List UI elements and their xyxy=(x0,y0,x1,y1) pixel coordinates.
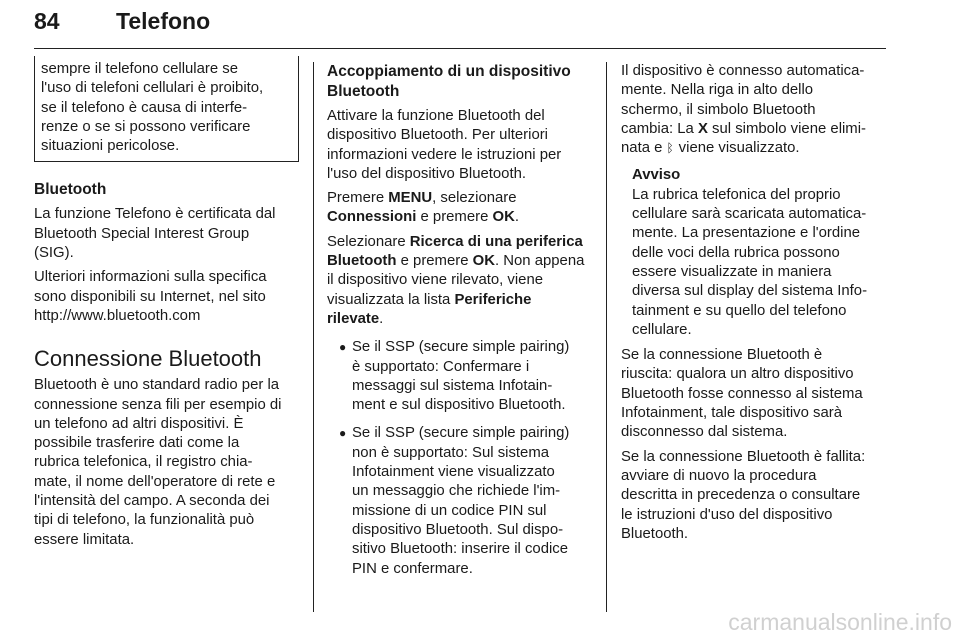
text-line: Se la connessione Bluetooth è xyxy=(621,347,823,364)
text-line: un telefono ad altri dispositivi. È xyxy=(34,415,244,432)
column-divider xyxy=(606,62,607,612)
text-line: Ulteriori informazioni sulla specifica xyxy=(34,269,267,286)
text-line: tainment e su quello del telefono xyxy=(632,302,847,319)
connections-term: Connessioni xyxy=(327,209,417,226)
text-line: avviare di nuovo la procedura xyxy=(621,467,817,484)
column-divider xyxy=(313,62,314,612)
text-line: Infotainment, tale dispositivo sarà xyxy=(621,405,842,422)
search-instruction-paragraph xyxy=(327,233,594,329)
text-line xyxy=(327,233,594,252)
text-line: dispositivo Bluetooth. Sul dispo- xyxy=(352,521,564,538)
text-run: e premere xyxy=(396,253,473,270)
note-block xyxy=(621,166,889,340)
connection-paragraph xyxy=(34,376,299,550)
pairing-intro-paragraph xyxy=(327,107,594,184)
bullet-icon: ● xyxy=(339,426,347,441)
x-term: X xyxy=(697,120,708,137)
warning-line: l'uso di telefoni cellulari è proibito, xyxy=(41,80,264,97)
success-paragraph xyxy=(621,346,889,442)
text-line: Il dispositivo è connesso automatica- xyxy=(621,63,865,79)
text-line xyxy=(327,189,594,208)
text-line: Bluetooth fosse connesso al sistema xyxy=(621,385,863,402)
text-run: . Non appena xyxy=(494,253,585,270)
chapter-title: Telefono xyxy=(116,8,211,34)
auto-connect-paragraph xyxy=(621,62,889,158)
text-run: visualizzata la lista xyxy=(327,291,455,308)
text-line: Infotainment viene visualizzato xyxy=(352,464,555,481)
text-line: cellulare sarà scaricata automatica- xyxy=(632,206,867,223)
text-line: Se il SSP (secure simple pairing) xyxy=(352,425,570,442)
text-line: sono disponibili su Internet, nel sito xyxy=(34,288,266,305)
text-line: ment e sul dispositivo Bluetooth. xyxy=(352,397,566,414)
text-line: Se la connessione Bluetooth è fallita: xyxy=(621,448,866,465)
warning-line: sempre il telefono cellulare se xyxy=(41,61,238,77)
section-heading: Connessione Bluetooth xyxy=(34,346,262,372)
search-term: Bluetooth xyxy=(327,253,397,270)
ok-term: OK xyxy=(472,253,495,270)
text-line: (SIG). xyxy=(34,245,74,262)
text-line xyxy=(327,252,594,271)
text-line xyxy=(327,208,594,227)
text-line: delle voci della rubrica possono xyxy=(632,244,840,261)
text-line: tipi di telefono, la funzionalità può xyxy=(34,512,255,529)
devices-term: rilevate xyxy=(327,310,380,327)
text-line: un messaggio che richiede l'im- xyxy=(352,483,561,500)
text-line: possibile trasferire dati come la xyxy=(34,435,240,452)
text-line: il dispositivo viene rilevato, viene xyxy=(327,272,544,289)
text-line: Bluetooth. xyxy=(621,525,689,542)
bullet-icon: ● xyxy=(339,340,347,355)
bluetooth-url: http://www.bluetooth.com xyxy=(34,307,201,324)
text-line: La rubrica telefonica del proprio xyxy=(632,186,841,203)
column-2 xyxy=(327,62,594,579)
text-line: mente. La presentazione e l'ordine xyxy=(632,225,861,242)
text-line: connessione senza fili per esempio di xyxy=(34,396,282,413)
warning-box xyxy=(34,56,299,162)
text-line: Bluetooth Special Interest Group xyxy=(34,225,250,242)
text-line: diversa sul display del sistema Info- xyxy=(632,283,868,300)
watermark: carmanualsonline.info xyxy=(728,609,952,635)
warning-line: situazioni pericolose. xyxy=(41,138,180,155)
text-line: le istruzioni d'uso del dispositivo xyxy=(621,506,833,523)
failure-paragraph xyxy=(621,448,889,544)
text-run: . xyxy=(379,310,384,327)
text-line: schermo, il simbolo Bluetooth xyxy=(621,101,816,118)
text-line: dispositivo Bluetooth. Per ulteriori xyxy=(327,127,548,144)
text-line: descritta in precedenza o consultare xyxy=(621,487,861,504)
text-line: essere visualizzate in maniera xyxy=(632,263,832,280)
text-run: Selezionare xyxy=(327,233,410,250)
page-header xyxy=(34,8,886,48)
text-line: non è supportato: Sul sistema xyxy=(352,444,550,461)
text-run: viene visualizzato. xyxy=(674,140,800,157)
header-rule xyxy=(34,48,886,49)
text-line: mente. Nella riga in alto dello xyxy=(621,82,814,99)
text-line: missione di un codice PIN sul xyxy=(352,502,547,519)
warning-line: renze o se si possono verificare xyxy=(41,118,251,135)
menu-instruction-paragraph xyxy=(327,189,594,228)
text-line: l'uso del dispositivo Bluetooth. xyxy=(327,165,527,182)
text-line: La funzione Telefono è certificata dal xyxy=(34,206,276,223)
bluetooth-paragraph xyxy=(34,205,299,263)
text-line xyxy=(327,310,594,329)
text-line: Bluetooth è uno standard radio per la xyxy=(34,377,280,394)
bluetooth-icon: ᛒ xyxy=(666,141,674,156)
heading-line: Bluetooth xyxy=(327,83,400,100)
heading-line: Accoppiamento di un dispositivo xyxy=(327,63,571,80)
text-run: , selezionare xyxy=(432,190,517,207)
bluetooth-info-paragraph xyxy=(34,268,299,326)
column-3 xyxy=(621,62,889,549)
text-line: riuscita: qualora un altro dispositivo xyxy=(621,366,854,383)
text-run: . xyxy=(514,209,519,226)
text-line: l'intensità del campo. A seconda dei xyxy=(34,493,270,510)
text-line: informazioni vedere le istruzioni per xyxy=(327,146,562,163)
text-line: rubrica telefonica, il registro chia- xyxy=(34,454,253,471)
text-line xyxy=(327,291,594,310)
text-line xyxy=(621,139,889,158)
text-line: PIN e confermare. xyxy=(352,560,473,577)
text-line: sitivo Bluetooth: inserire il codice xyxy=(352,541,569,558)
text-line: messaggi sul sistema Infotain- xyxy=(352,377,553,394)
text-line: Attivare la funzione Bluetooth del xyxy=(327,108,545,124)
text-run: sul simbolo viene elimi- xyxy=(707,120,866,137)
text-line: disconnesso dal sistema. xyxy=(621,424,788,441)
page-number: 84 xyxy=(34,8,60,34)
text-line: è supportato: Confermare i xyxy=(352,358,530,375)
bluetooth-heading: Bluetooth xyxy=(34,181,107,199)
text-line xyxy=(621,120,889,139)
text-run: nata e xyxy=(621,140,667,157)
column-1 xyxy=(34,62,299,555)
text-run: cambia: La xyxy=(621,120,698,137)
text-line: essere limitata. xyxy=(34,531,135,548)
devices-term: Periferiche xyxy=(454,291,532,308)
list-item xyxy=(327,424,594,578)
text-run: e premere xyxy=(416,209,493,226)
ok-term: OK xyxy=(492,209,515,226)
text-line: Se il SSP (secure simple pairing) xyxy=(352,339,570,356)
note-title: Avviso xyxy=(632,167,681,184)
text-line: mate, il nome dell'operatore di rete e xyxy=(34,473,276,490)
search-term: Ricerca di una periferica xyxy=(409,233,583,250)
menu-term: MENU xyxy=(388,190,433,207)
text-run: Premere xyxy=(327,190,389,207)
pairing-heading xyxy=(327,62,594,102)
text-line: cellulare. xyxy=(632,321,692,338)
list-item xyxy=(327,338,594,415)
warning-line: se il telefono è causa di interfe- xyxy=(41,99,248,116)
